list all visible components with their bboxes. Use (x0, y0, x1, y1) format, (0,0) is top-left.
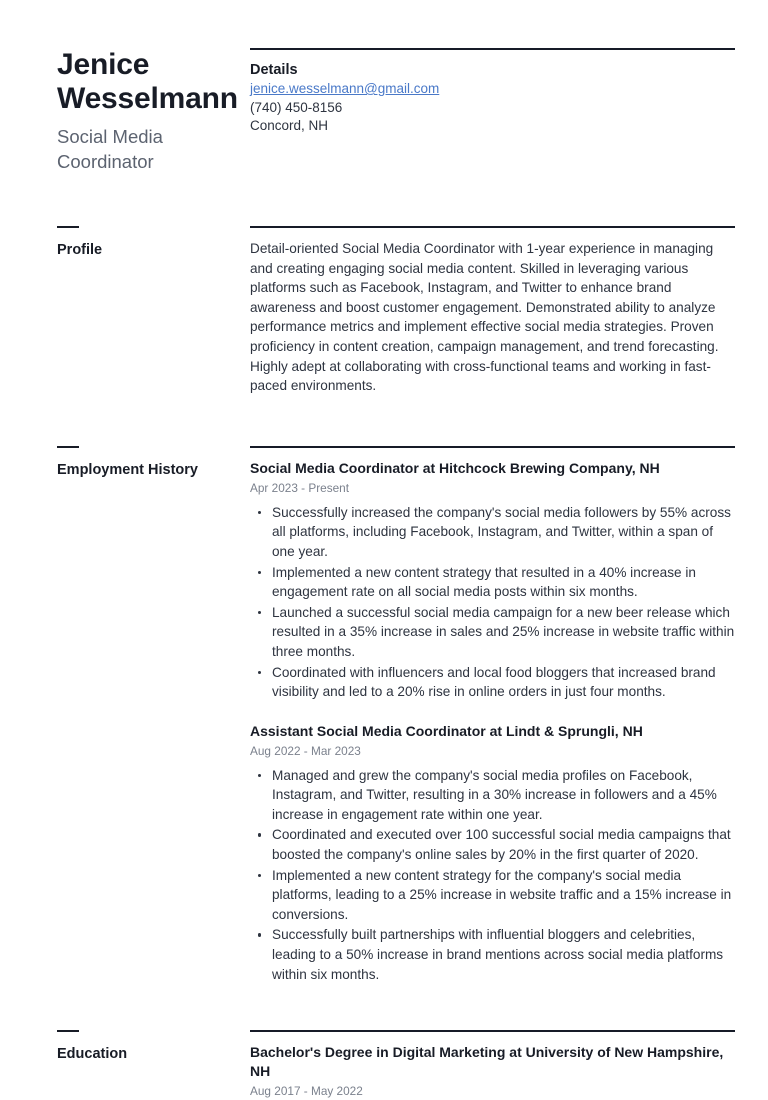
education-entry-title: Bachelor's Degree in Digital Marketing at University of New Hampshire, NH (250, 1044, 724, 1080)
list-item: Implemented a new content strategy that resulted in a 40% increase in engagement rate on all social media posts within six months. (250, 563, 735, 602)
location-text: Concord, NH (250, 118, 329, 133)
education-label-wrap (0, 1030, 250, 1063)
page-title: Jenice Wesselmann (57, 48, 238, 115)
education-section (0, 1030, 768, 1100)
details-section (250, 0, 768, 136)
details-divider (250, 48, 735, 50)
employment-entry-title: Social Media Coordinator at Hitchcock Brewing Company, NH (250, 459, 660, 476)
employment-label-wrap (0, 446, 250, 479)
list-item: Successfully increased the company's social media followers by 55% across all platforms, including Facebook, Instagram, and Twitter, within a span of one year. (250, 503, 735, 562)
profile-label-wrap (0, 226, 250, 259)
list-item: Coordinated with influencers and local food bloggers that increased brand visibility and led to a 20% rise in online orders in just four months. (250, 663, 735, 702)
dash-marker-icon (57, 226, 79, 228)
profile-heading: Profile (57, 242, 103, 258)
list-item: Launched a successful social media campaign for a new beer release which resulted in a 35% increase in sales and 25% increase in website traffic within three months. (250, 603, 735, 662)
employment-heading: Employment History (57, 461, 198, 478)
profile-text: Detail-oriented Social Media Coordinator with 1-year experience in managing and creating engaging social media content. Skilled in leveraging various platforms such as Facebook, Instagram, and Twitter to enhance brand awareness and boost customer engagement. Demonstrated ability to analyze performance metrics and implement effective social media strategies. Proven proficiency in content creation, campaign management, and trend forecasting. Highly adept at collaborating with cross-functional teams and working in fast-paced environments. (250, 241, 719, 394)
email-link[interactable]: jenice.wesselmann@gmail.com (250, 81, 440, 96)
education-entry (250, 1043, 735, 1100)
employment-entry-bullets (250, 503, 735, 702)
education-divider (250, 1030, 735, 1032)
resume-header (0, 0, 768, 174)
employment-section (0, 446, 768, 985)
list-item: Managed and grew the company's social media profiles on Facebook, Instagram, and Twitter, resulting in a 30% increase in followers and a 45% increase in engagement rate within one year. (250, 766, 735, 825)
employment-entry-date: Aug 2022 - Mar 2023 (250, 743, 361, 758)
dash-marker-icon (57, 1030, 79, 1032)
profile-divider (250, 226, 735, 228)
list-item: Coordinated and executed over 100 successful social media campaigns that boosted the company's online sales by 20% in the first quarter of 2020. (250, 825, 735, 864)
details-heading: Details (250, 62, 298, 78)
education-entry-date: Aug 2017 - May 2022 (250, 1084, 363, 1099)
list-item: Implemented a new content strategy for the company's social media platforms, leading to a 25% increase in website traffic and a 15% increase in conversions. (250, 866, 735, 925)
employment-body (250, 446, 768, 985)
employment-entry (250, 722, 735, 985)
phone-text: (740) 450-8156 (250, 99, 343, 115)
header-identity (0, 0, 250, 174)
employment-entry-date: Apr 2023 - Present (250, 480, 350, 495)
employment-entry-title: Assistant Social Media Coordinator at Lindt & Sprungli, NH (250, 722, 643, 739)
dash-marker-icon (57, 446, 79, 448)
profile-section (0, 226, 768, 396)
list-item: Successfully built partnerships with influential bloggers and celebrities, leading to a 50% increase in brand mentions across social media platforms within six months. (250, 925, 735, 984)
profile-body (250, 226, 768, 396)
employment-entry-bullets (250, 766, 735, 985)
education-body (250, 1030, 768, 1100)
employment-divider (250, 446, 735, 448)
employment-entry (250, 459, 735, 702)
education-heading: Education (57, 1046, 128, 1063)
job-title-subtitle: Social Media Coordinator (57, 126, 163, 172)
